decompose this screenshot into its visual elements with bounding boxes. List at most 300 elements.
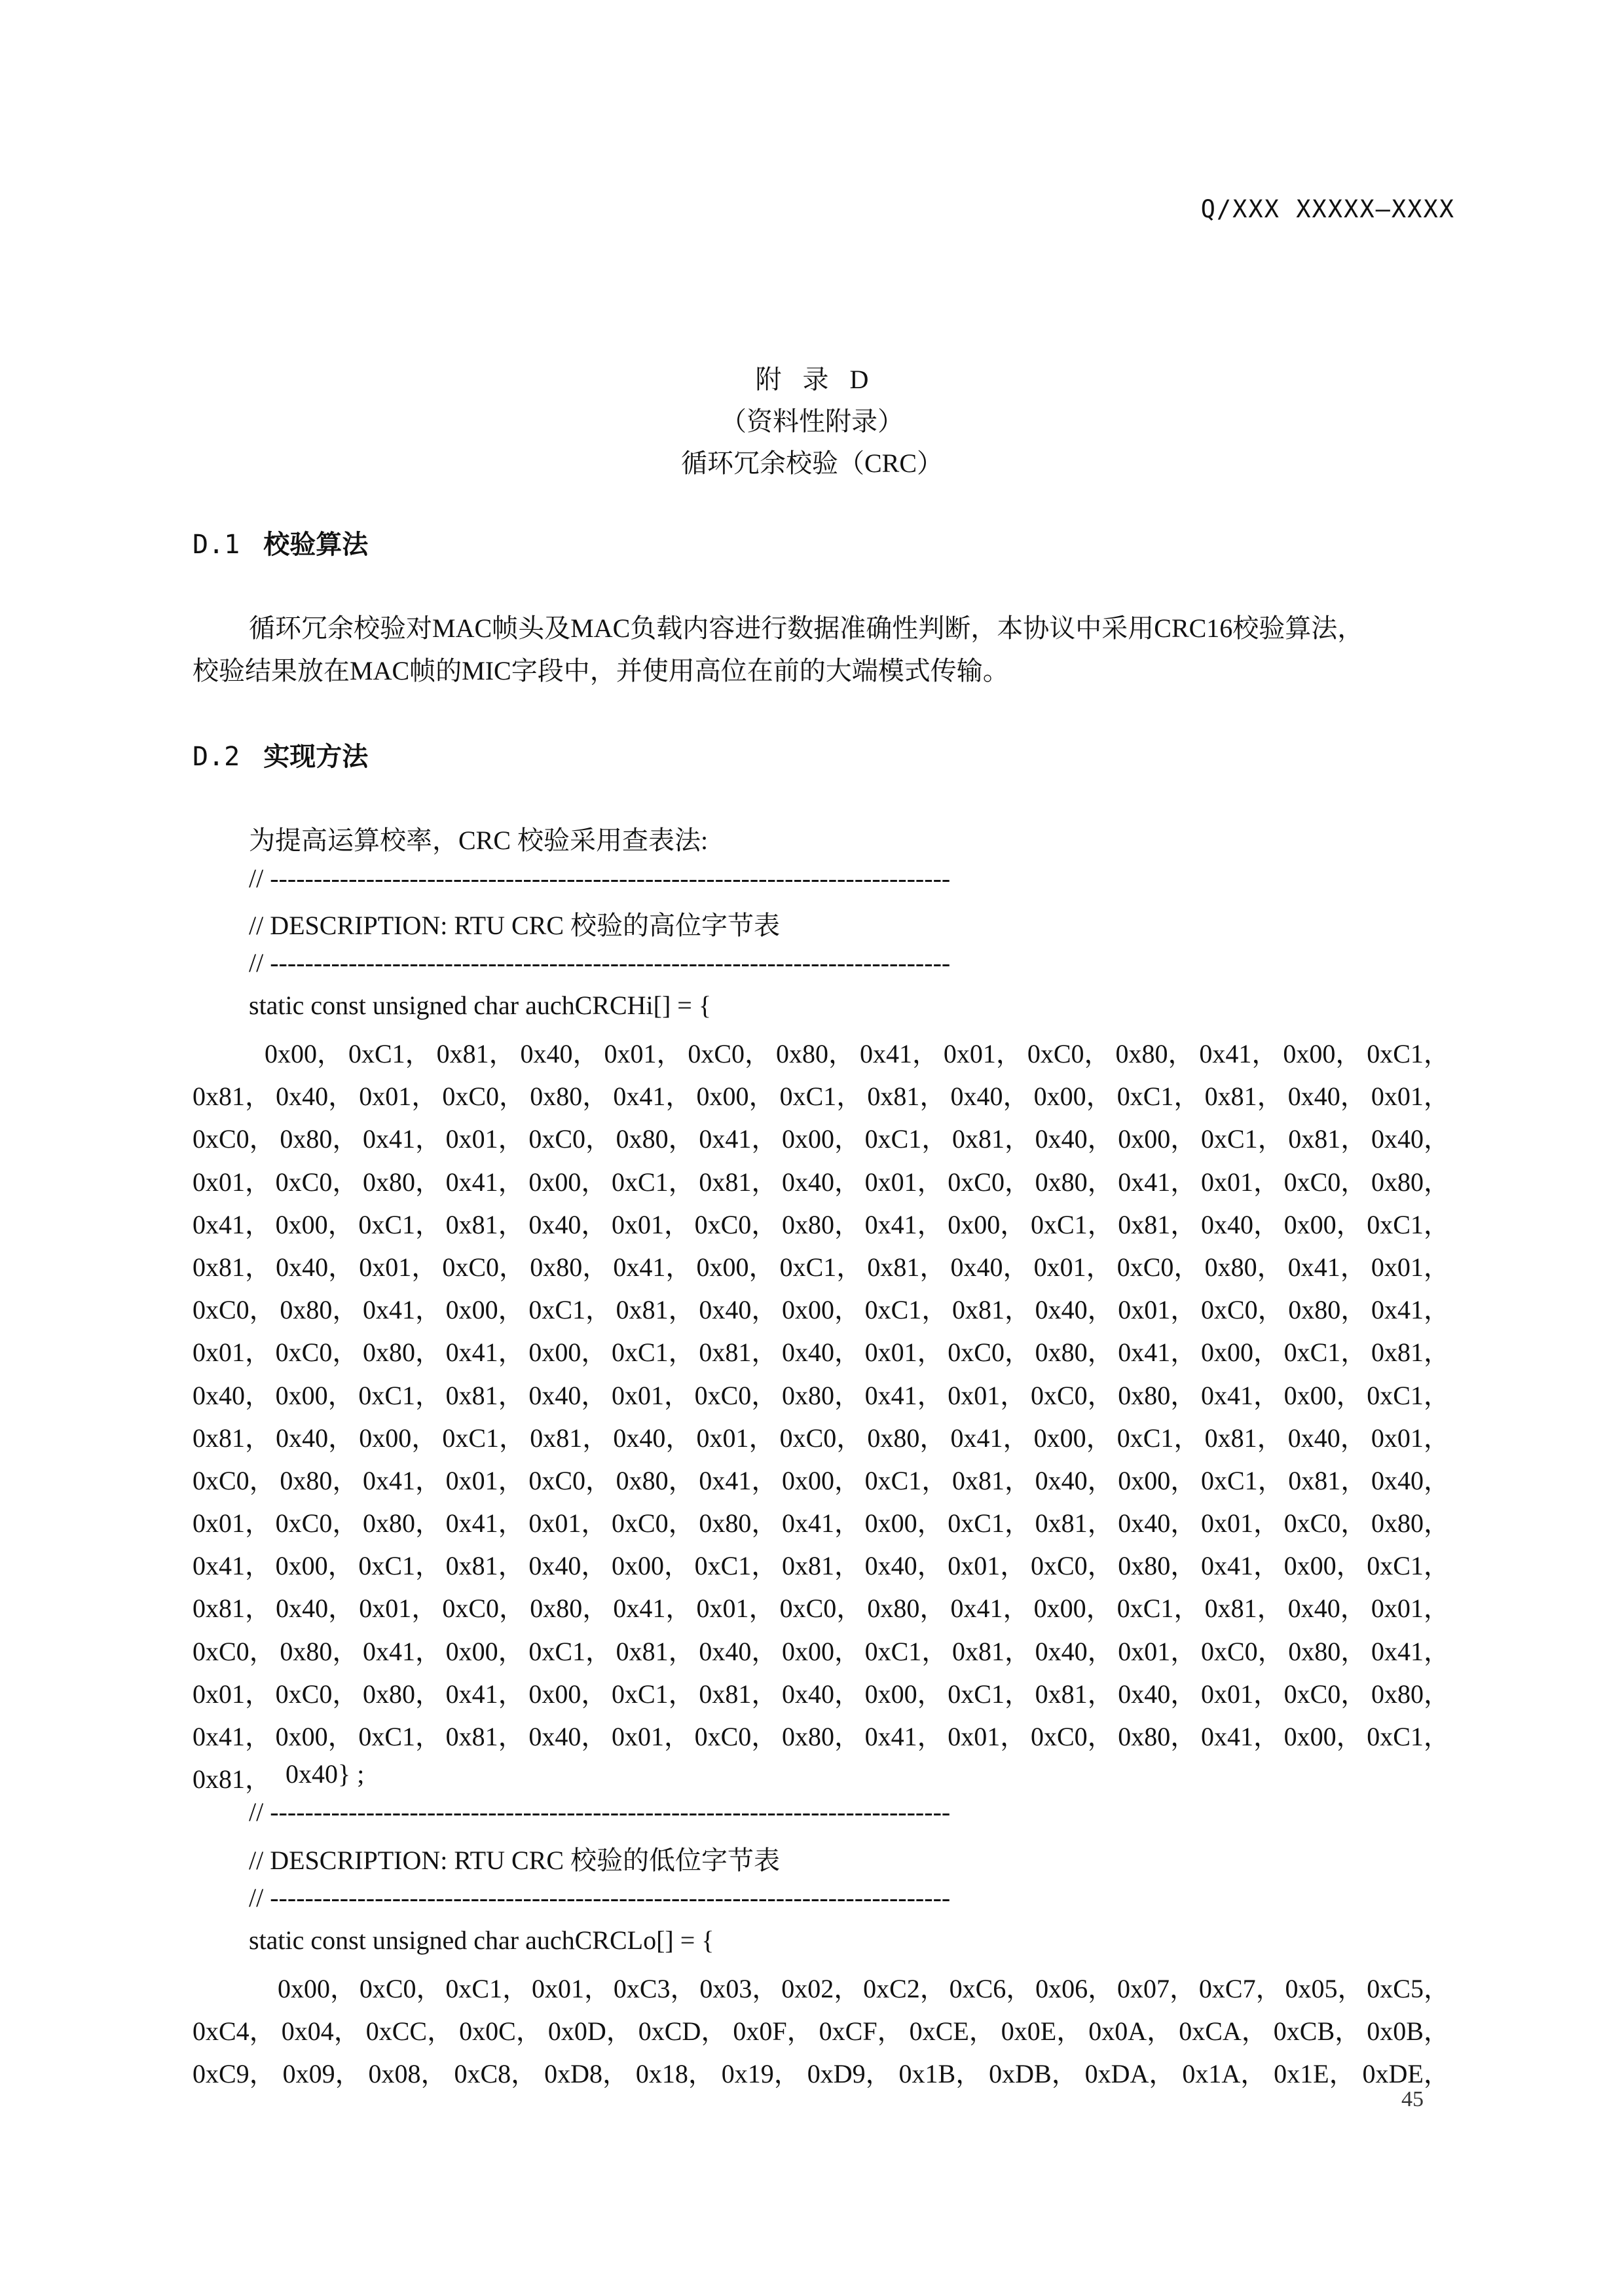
hex-value: 0x81， [867, 1252, 946, 1282]
hex-value: 0xC6， [949, 1974, 1033, 2003]
hex-value: 0x81， [1035, 1508, 1114, 1539]
hex-row [193, 1673, 1450, 1716]
hex-value: 0x00， [864, 1508, 944, 1539]
hex-row [193, 2053, 1450, 2096]
hex-value: 0xC0， [193, 1636, 276, 1666]
hex-value: 0x01， [696, 1594, 775, 1624]
document-id: Q/XXX XXXXX—XXXX [1200, 195, 1455, 223]
hex-value: 0x41， [864, 1209, 944, 1239]
hex-value: 0x80， [1288, 1295, 1367, 1325]
hex-value: 0x00， [359, 1423, 438, 1453]
hex-value: 0xC1， [1367, 1380, 1450, 1410]
hex-value: 0x40， [1118, 1508, 1197, 1539]
hex-row [193, 1118, 1450, 1161]
hex-value: 0x40， [520, 1039, 599, 1068]
hex-value: 0x41， [445, 1508, 525, 1539]
hex-value: 0xC0， [1030, 1380, 1114, 1410]
hex-value: 0xC0， [1030, 1551, 1114, 1581]
hex-value: 0x01， [445, 1124, 525, 1154]
hex-value: 0x40， [950, 1082, 1029, 1112]
hex-value: 0x01， [948, 1551, 1027, 1581]
hex-value: 0xC0， [442, 1252, 526, 1282]
hex-value: 0x41， [1200, 1722, 1280, 1751]
hex-value: 0x00， [275, 1722, 354, 1751]
hex-value: 0xC1， [779, 1252, 863, 1282]
hex-row [193, 1076, 1450, 1118]
hex-value: 0x81， [1288, 1465, 1367, 1495]
hex-value: 0x81， [951, 1465, 1031, 1495]
section-number: D.2 [193, 742, 240, 772]
hex-value: 0x41， [445, 1679, 525, 1709]
hex-value: 0xC0， [275, 1679, 359, 1709]
hex-value: 0x0E， [1001, 2016, 1083, 2047]
hex-value: 0x41， [699, 1465, 778, 1495]
hex-value: 0x81， [699, 1167, 778, 1197]
hex-value: 0xC0， [694, 1380, 778, 1410]
hex-value: 0xC0， [779, 1423, 863, 1453]
hex-value: 0xC1， [358, 1209, 441, 1239]
hex-value: 0xC0， [442, 1082, 526, 1112]
hex-value: 0x41， [1199, 1039, 1278, 1068]
hex-value: 0x81， [1371, 1338, 1450, 1368]
hex-value: 0x40， [699, 1636, 778, 1666]
hex-value: 0x40， [1371, 1465, 1450, 1495]
hex-value: 0xC1， [358, 1551, 441, 1581]
hex-value: 0x01， [193, 1167, 271, 1197]
hex-value: 0xC1， [948, 1508, 1031, 1539]
hex-value: 0x80， [363, 1338, 441, 1368]
hex-value: 0x00， [1033, 1594, 1113, 1624]
hex-value: 0x40， [781, 1167, 860, 1197]
hex-value: 0x41， [1118, 1167, 1197, 1197]
hex-row [193, 1289, 1450, 1332]
hex-value: 0x41， [864, 1722, 944, 1751]
hex-value: 0x80， [530, 1082, 609, 1112]
hex-value: 0x41， [1371, 1295, 1450, 1325]
hex-value: 0x1B， [898, 2059, 982, 2089]
hex-value: 0xC0， [528, 1124, 612, 1154]
hex-value: 0x41， [363, 1636, 441, 1666]
hex-value: 0x40， [276, 1252, 355, 1282]
hex-value: 0x80， [616, 1124, 695, 1154]
hex-row [193, 1968, 1450, 2011]
hex-value: 0x80， [1204, 1252, 1283, 1282]
hex-value: 0x81， [951, 1295, 1031, 1325]
hex-value: 0x40， [1200, 1209, 1280, 1239]
code-declaration: static const unsigned char auchCRCHi[] = { [249, 991, 712, 1020]
hex-value: 0x01， [1371, 1252, 1450, 1282]
hex-value: 0x00， [445, 1636, 525, 1666]
hex-value: 0x81， [699, 1338, 778, 1368]
hex-value: 0x01， [1371, 1423, 1450, 1453]
hex-value: 0xC0， [275, 1508, 359, 1539]
hex-value: 0xD8， [544, 2059, 629, 2089]
hex-value: 0xC1， [1200, 1124, 1284, 1154]
hex-value: 0x81， [193, 1594, 271, 1624]
hex-value: 0xC0， [1116, 1252, 1200, 1282]
appendix-title [0, 359, 1624, 396]
hex-value: 0x00， [528, 1679, 608, 1709]
hex-value: 0xC1， [1030, 1209, 1114, 1239]
hex-value: 0x41， [613, 1252, 692, 1282]
section-number: D.1 [193, 530, 240, 560]
hex-row [193, 1161, 1450, 1204]
hex-value: 0x00， [1283, 1551, 1363, 1581]
hex-row [193, 1417, 1450, 1460]
hex-value: 0x80， [781, 1209, 860, 1239]
hex-value: 0x01， [864, 1167, 944, 1197]
hex-value: 0x00， [1283, 1209, 1363, 1239]
hex-value: 0x01， [611, 1380, 690, 1410]
hex-value: 0x80， [1371, 1679, 1450, 1709]
section-heading-d2 [193, 736, 368, 773]
hex-value: 0x06， [1035, 1974, 1115, 2003]
hex-value: 0xD9， [807, 2059, 892, 2089]
page-number: 45 [1401, 2087, 1424, 2111]
hex-value: 0x01， [1118, 1636, 1197, 1666]
hex-value: 0xCE， [909, 2016, 995, 2047]
hex-value: 0xC1， [348, 1039, 432, 1068]
hex-value: 0xC0， [528, 1465, 612, 1495]
hex-row [193, 1247, 1450, 1289]
hex-value: 0x40， [1118, 1679, 1197, 1709]
hex-value: 0x0C， [459, 2016, 542, 2047]
hex-value: 0xC1， [1367, 1722, 1450, 1751]
hex-value: 0x41， [1371, 1636, 1450, 1666]
hex-value: 0xC0， [948, 1338, 1031, 1368]
hex-value: 0x40， [528, 1380, 608, 1410]
hex-value: 0x41， [445, 1338, 525, 1368]
hex-value: 0x81， [951, 1636, 1031, 1666]
hex-row [193, 1460, 1450, 1503]
hex-value: 0x01， [1118, 1295, 1197, 1325]
hex-value: 0xC1， [948, 1679, 1031, 1709]
hex-value: 0xC0， [193, 1124, 276, 1154]
hex-value: 0x04， [281, 2016, 360, 2047]
hex-value: 0x40， [613, 1423, 692, 1453]
code-declaration: static const unsigned char auchCRCLo[] = { [249, 1925, 714, 1955]
hex-value: 0x41， [363, 1465, 441, 1495]
code-separator: // ------------------------------------------------------------------------------ [249, 1797, 951, 1827]
hex-value: 0x08， [368, 2059, 447, 2089]
hex-value: 0xCF， [819, 2016, 904, 2047]
hex-value: 0x0A， [1088, 2016, 1173, 2047]
hex-value: 0x01， [948, 1722, 1027, 1751]
lo-byte-table [193, 1968, 1450, 2096]
hex-value: 0x40， [276, 1594, 355, 1624]
hex-value: 0x80， [363, 1167, 441, 1197]
hex-value: 0x00， [275, 1380, 354, 1410]
hex-value: 0x81， [445, 1209, 525, 1239]
hex-value: 0x00， [1118, 1465, 1197, 1495]
hex-value: 0x01， [1033, 1252, 1113, 1282]
hex-value: 0x02， [781, 1974, 860, 2003]
hex-value: 0x80， [867, 1594, 946, 1624]
hex-value: 0x00， [1033, 1082, 1113, 1112]
hex-value: 0x00， [864, 1679, 944, 1709]
hex-value: 0xC0， [611, 1508, 695, 1539]
hex-value: 0x0F， [733, 2016, 813, 2047]
hex-value: 0xDB， [989, 2059, 1078, 2089]
hex-value: 0x01， [528, 1508, 608, 1539]
hex-value: 0xC0， [275, 1338, 359, 1368]
hex-value: 0x81， [1204, 1082, 1283, 1112]
hex-value: 0x40， [781, 1338, 860, 1368]
hex-value: 0x01， [359, 1594, 438, 1624]
hex-value: 0x40， [1035, 1465, 1114, 1495]
hex-value: 0x01， [604, 1039, 683, 1068]
hex-value: 0xC1， [611, 1338, 695, 1368]
hex-value: 0xDA， [1084, 2059, 1175, 2089]
hex-value: 0x80， [1035, 1338, 1114, 1368]
hex-value: 0xC0， [1200, 1295, 1284, 1325]
appendix-subtitle: （资料性附录） [720, 407, 904, 436]
hex-value: 0x00， [528, 1338, 608, 1368]
hex-value: 0xC0， [359, 1974, 443, 2003]
hex-value: 0x00， [696, 1252, 775, 1282]
hex-value: 0x81， [1204, 1423, 1283, 1453]
hex-value: 0xC0， [1030, 1722, 1114, 1751]
hex-value: 0xC2， [863, 1974, 946, 2003]
hex-value: 0x01， [193, 1508, 271, 1539]
hex-value: 0x00， [278, 1974, 356, 2003]
hex-value: 0x01， [193, 1679, 271, 1709]
hex-value: 0xC1， [445, 1974, 529, 2003]
hex-value: 0x81， [699, 1679, 778, 1709]
hex-value: 0x00， [696, 1082, 775, 1112]
hex-value: 0x1E， [1274, 2059, 1356, 2089]
paragraph-line: 循环冗余校验对MAC帧头及MAC负载内容进行数据准确性判断，本协议中采用CRC16校验算法， [249, 613, 1364, 643]
hex-value: 0xC1， [1367, 1039, 1450, 1068]
section-heading-d1 [193, 524, 368, 561]
hex-value: 0x00， [781, 1295, 860, 1325]
hex-value: 0xC0， [1283, 1167, 1367, 1197]
hex-value: 0x40} ; [286, 1759, 365, 1789]
hex-value: 0x01， [943, 1039, 1022, 1068]
section-title: 校验算法 [263, 530, 369, 560]
hex-value: 0x05， [1285, 1974, 1364, 2003]
hex-value: 0x80， [280, 1636, 359, 1666]
hex-value: 0x80， [616, 1465, 695, 1495]
hex-value: 0x01， [1200, 1167, 1280, 1197]
hex-value: 0x00， [528, 1167, 608, 1197]
hex-row [193, 1204, 1450, 1247]
hex-value: 0xC0， [1283, 1679, 1367, 1709]
hex-value: 0x01， [1371, 1594, 1450, 1624]
hex-row [193, 2011, 1450, 2053]
hex-value: 0x19， [721, 2059, 800, 2089]
code-separator: // ------------------------------------------------------------------------------ [249, 948, 951, 977]
hex-value: 0x40， [1287, 1423, 1367, 1453]
hex-value: 0x01， [864, 1338, 944, 1368]
hex-value: 0x41， [613, 1082, 692, 1112]
hex-value: 0x0D， [547, 2016, 633, 2047]
hex-value: 0x80， [776, 1039, 855, 1068]
hex-value: 0xC0， [193, 1465, 276, 1495]
code-comment: // DESCRIPTION: RTU CRC 校验的高位字节表 [249, 911, 780, 940]
hex-value: 0xC1， [1116, 1423, 1200, 1453]
hex-value: 0x80， [363, 1679, 441, 1709]
hex-value: 0x80， [530, 1594, 609, 1624]
hex-value: 0x81， [436, 1039, 515, 1068]
hex-value: 0x0B， [1367, 2016, 1450, 2047]
hex-value: 0x40， [781, 1679, 860, 1709]
hex-value: 0x00， [1200, 1338, 1280, 1368]
hex-value: 0x40， [1371, 1124, 1450, 1154]
hex-value: 0xC1， [1283, 1338, 1367, 1368]
hex-value: 0xC0， [688, 1039, 771, 1068]
hex-value: 0x01， [1371, 1082, 1450, 1112]
hex-value: 0x00， [265, 1039, 343, 1068]
hex-value: 0x80， [1035, 1167, 1114, 1197]
hex-value: 0x41， [864, 1380, 944, 1410]
hex-value: 0x40， [1035, 1636, 1114, 1666]
hex-value: 0x41， [1200, 1380, 1280, 1410]
hex-value: 0x81， [530, 1423, 609, 1453]
hex-value: 0xC0， [275, 1167, 359, 1197]
hex-value: 0x00， [1283, 1722, 1363, 1751]
hex-value: 0xC1， [358, 1722, 441, 1751]
hex-value: 0xC1， [1116, 1594, 1200, 1624]
hex-value: 0xC1， [528, 1295, 612, 1325]
hex-value: 0xDE， [1362, 2059, 1450, 2089]
hex-value: 0x81， [445, 1551, 525, 1581]
hex-value: 0xC0， [1200, 1636, 1284, 1666]
hex-value: 0xC0， [1027, 1039, 1111, 1068]
hex-value: 0x40， [528, 1551, 608, 1581]
hex-value: 0x41， [193, 1209, 271, 1239]
hex-value: 0x81， [1035, 1679, 1114, 1709]
hex-value: 0x00， [1283, 1380, 1363, 1410]
hex-value: 0x41， [950, 1423, 1029, 1453]
hex-value: 0x80， [1371, 1167, 1450, 1197]
hex-value: 0xC7， [1198, 1974, 1282, 2003]
appendix-name: 循环冗余校验（CRC） [680, 448, 944, 478]
hex-value: 0x80， [1118, 1380, 1197, 1410]
hi-byte-table [193, 1033, 1450, 1801]
hex-value: 0x40， [1287, 1082, 1367, 1112]
hex-value: 0x80， [1288, 1636, 1367, 1666]
hex-value: 0x80， [781, 1380, 860, 1410]
hex-value: 0x01， [948, 1380, 1027, 1410]
hex-value: 0x80， [1118, 1722, 1197, 1751]
hex-value: 0x41， [613, 1594, 692, 1624]
hex-value: 0x80， [1371, 1508, 1450, 1539]
hex-value: 0xCB， [1273, 2016, 1361, 2047]
code-separator: // ------------------------------------------------------------------------------ [249, 1883, 951, 1912]
hex-value: 0xCD， [638, 2016, 728, 2047]
hex-value: 0x81， [193, 1423, 271, 1453]
hex-value: 0x09， [282, 2059, 361, 2089]
hex-row [193, 1332, 1450, 1374]
hex-value: 0x01， [359, 1252, 438, 1282]
hex-value: 0x81， [781, 1551, 860, 1581]
hex-value: 0x40， [1035, 1295, 1114, 1325]
hex-value: 0x40， [1035, 1124, 1114, 1154]
hex-value: 0xC1， [1200, 1465, 1284, 1495]
hex-value: 0xC3， [613, 1974, 697, 2003]
hex-value: 0xC0， [948, 1167, 1031, 1197]
hex-value: 0x41， [699, 1124, 778, 1154]
hex-value: 0x81， [193, 1252, 271, 1282]
hex-row [193, 1716, 1450, 1758]
hex-value: 0xC1， [694, 1551, 778, 1581]
hex-value: 0xC1， [864, 1636, 948, 1666]
hex-value: 0x00， [781, 1124, 860, 1154]
hex-value: 0xC5， [1367, 1974, 1450, 2003]
hex-value: 0x41， [363, 1295, 441, 1325]
hex-value: 0x01， [1200, 1679, 1280, 1709]
hex-value: 0x00， [781, 1636, 860, 1666]
hex-value: 0xC1， [528, 1636, 612, 1666]
hex-value: 0x80， [781, 1722, 860, 1751]
hex-value: 0x1A， [1182, 2059, 1267, 2089]
hex-value: 0x80， [1118, 1551, 1197, 1581]
hex-value: 0x81， [1288, 1124, 1367, 1154]
hex-value: 0x41， [1118, 1338, 1197, 1368]
hex-value: 0x81， [951, 1124, 1031, 1154]
hex-value: 0x80， [280, 1124, 359, 1154]
hex-value: 0xC1， [1367, 1551, 1450, 1581]
hex-value: 0xC1， [864, 1295, 948, 1325]
hex-value: 0xC8， [454, 2059, 538, 2089]
hex-value: 0x00， [948, 1209, 1027, 1239]
hex-value: 0x03， [699, 1974, 779, 2003]
hex-value: 0x41， [859, 1039, 938, 1068]
hex-value: 0x40， [528, 1209, 608, 1239]
hex-value: 0x80， [699, 1508, 778, 1539]
hex-value: 0xC0， [1283, 1508, 1367, 1539]
hex-value: 0x41， [1287, 1252, 1367, 1282]
hex-value: 0x40， [528, 1722, 608, 1751]
hex-value: 0x01， [696, 1423, 775, 1453]
hex-value: 0x81， [445, 1380, 525, 1410]
hex-value: 0x40， [864, 1551, 944, 1581]
hex-value: 0xC0， [779, 1594, 863, 1624]
hex-value: 0x81， [193, 1764, 271, 1795]
hex-row [193, 1033, 1450, 1076]
hex-value: 0xC1， [611, 1167, 695, 1197]
hex-value: 0xC0， [694, 1209, 778, 1239]
hex-value: 0x01， [445, 1465, 525, 1495]
hex-value: 0xC0， [193, 1295, 276, 1325]
code-comment: // DESCRIPTION: RTU CRC 校验的低位字节表 [249, 1846, 780, 1875]
hex-value: 0x81， [193, 1082, 271, 1112]
hex-value: 0x81， [445, 1722, 525, 1751]
appendix-title-text: 附 录 D [755, 365, 869, 394]
hex-value: 0x80， [280, 1465, 359, 1495]
hex-value: 0x41， [445, 1167, 525, 1197]
hex-value: 0xC1， [611, 1679, 695, 1709]
hex-value: 0x00， [781, 1465, 860, 1495]
hex-value: 0x40， [950, 1252, 1029, 1282]
hex-value: 0x81， [616, 1636, 695, 1666]
hex-value: 0x41， [781, 1508, 860, 1539]
hex-value: 0xC1， [442, 1423, 526, 1453]
hex-value: 0x41， [950, 1594, 1029, 1624]
hex-value: 0x40， [699, 1295, 778, 1325]
hex-value: 0x01， [1200, 1508, 1280, 1539]
hex-value: 0x00， [275, 1551, 354, 1581]
hex-row [193, 1375, 1450, 1417]
hex-value: 0x40， [1287, 1594, 1367, 1624]
hex-value: 0x81， [1118, 1209, 1197, 1239]
hex-value: 0xC1， [779, 1082, 863, 1112]
hex-row [193, 1631, 1450, 1673]
hex-value: 0x41， [193, 1551, 271, 1581]
hex-value: 0xC1， [1116, 1082, 1200, 1112]
hex-value: 0x41， [363, 1124, 441, 1154]
